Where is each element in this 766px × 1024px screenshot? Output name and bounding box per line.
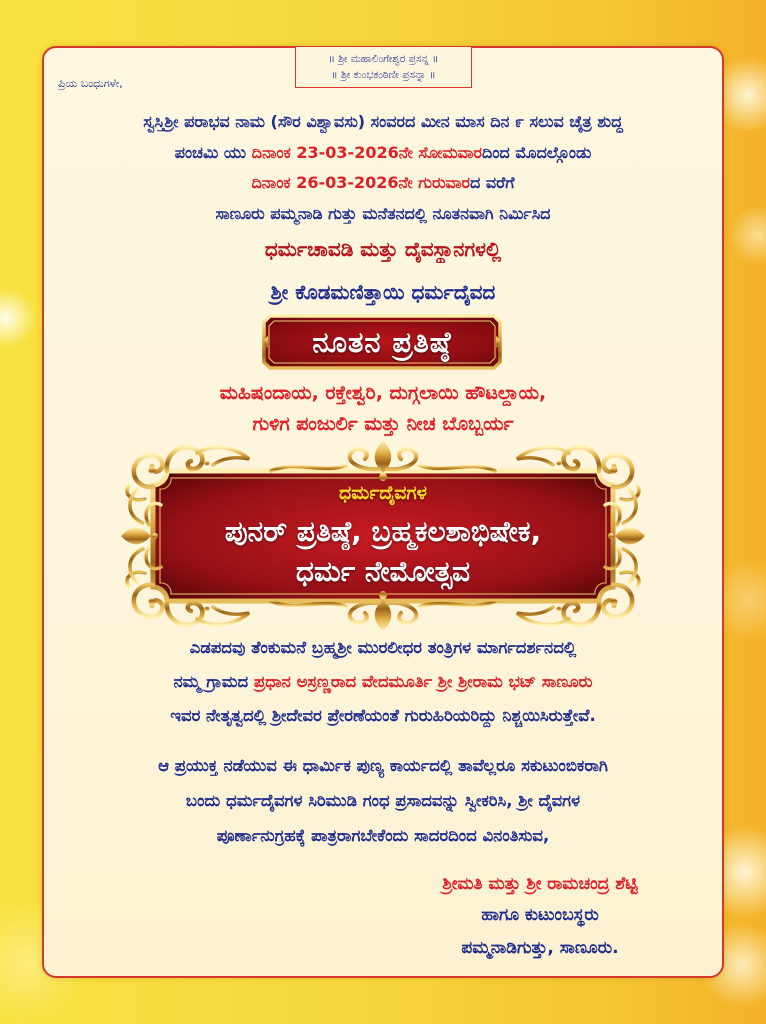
signature-family: ಹಾಗೂ ಕುಟುಂಬಸ್ಥರು (481, 905, 599, 925)
signature-hosts: ಶ್ರೀಮತಿ ಮತ್ತು ಶ್ರೀ ರಾಮಚಂದ್ರ ಶೆಟ್ಟಿ (442, 874, 638, 894)
frame-kicker: ಧರ್ಮದೈವಗಳ (339, 482, 427, 504)
start-date: ದಿನಾಂಕ 23-03-2026ನೇ ಸೋಮವಾರ (251, 143, 482, 162)
deities-line-2: ಗುಳಿಗ ಪಂಜುರ್ಲಿ ಮತ್ತು ನೀಚ ಬೊಬ್ಬರ್ಯ (252, 413, 514, 435)
deities-line-1: ಮಹಿಷಂದಾಯ, ರಕ್ತೇಶ್ವರಿ, ದುಗ್ಗಲಾಯಿ ಹೌಟಲ್ದಾಯ, (219, 382, 547, 404)
intro-line-2-tail: ದಿಂದ ಮೊದಲ್ಗೊಂಡು (482, 143, 592, 162)
guidance-line-2 (48, 670, 718, 694)
guidance-line-2-lead: ನಮ್ಮ ಗ್ರಾಮದ (173, 672, 254, 691)
salutation: ಪ್ರಿಯ ಬಂಧುಗಳೇ, (58, 77, 123, 90)
request-line-2: ಬಂದು ಧರ್ಮದೈವಗಳ ಸಿರಿಮುಡಿ ಗಂಧ ಪ್ರಸಾದವನ್ನು ಸ್ವೀಕರಿಸಿ, ಶ್ರೀ ದೈವಗಳ (185, 791, 581, 810)
request-line-1: ಆ ಪ್ರಯುಕ್ತ ನಡೆಯುವ ಈ ಧಾರ್ಮಿಕ ಪುಣ್ಯ ಕಾರ್ಯದಲ್ಲಿ ತಾವೆಲ್ಲರೂ ಸಕುಟುಂಬಿಕರಾಗಿ (158, 756, 608, 775)
priest-name: ಪ್ರಧಾನ ಅಸ್ರಣ್ಣರಾದ ವೇದಮೂರ್ತಿ ಶ್ರೀ ಶ್ರೀರಾಮ ಭಟ್ ಸಾಣೂರು (253, 672, 593, 691)
frame-line-2: ಧರ್ಮ ನೇಮೋತ್ಸವ (295, 555, 471, 588)
frame-line-1: ಪುನರ್ ಪ್ರತಿಷ್ಠೆ, ಬ್ರಹ್ಮಕಲಶಾಭಿಷೇಕ, (224, 515, 542, 548)
venue-heading: ಧರ್ಮಚಾವಡಿ ಮತ್ತು ದೈವಸ್ಥಾನಗಳಲ್ಲಿ (264, 237, 502, 261)
request-line-3: ಪೂರ್ಣಾನುಗ್ರಹಕ್ಕೆ ಪಾತ್ರರಾಗಬೇಕೆಂದು ಸಾದರದಿಂದ ವಿನಂತಿಸುವ, (216, 826, 550, 845)
guidance-line-3: ಇವರ ನೇತೃತ್ವದಲ್ಲಿ ಶ್ರೀದೇವರ ಪ್ರೇರಣೆಯಂತೆ ಗುರುಹಿರಿಯರಿದ್ದು ನಿಶ್ಚಯಿಸಿರುತ್ತೇವೆ. (170, 706, 596, 725)
signature-place: ಪಮ್ಮನಾಡಿಗುತ್ತು, ಸಾಣೂರು. (461, 938, 619, 958)
intro-line-3 (48, 172, 718, 194)
intro-line-1: ಸ್ವಸ್ತಿಶ್ರೀ ಪರಾಭವ ನಾಮ (ಸೌರ ವಿಶ್ವಾವಸು) ಸಂವರದ ಮೀನ ಮಾಸ ದಿನ ೯ ಸಲುವ ಚೈತ್ರ ಶುದ್ಧ (143, 112, 623, 131)
intro-line-2-lead: ಪಂಚಮಿ ಯು (174, 143, 252, 162)
invocation-line-1: ॥ ಶ್ರೀ ಮಹಾಲಿಂಗೇಶ್ವರ ಪ್ರಸನ್ನ ॥ (328, 53, 439, 65)
intro-line-3-tail: ದ ವರೆಗೆ (469, 173, 515, 192)
pratishthe-banner (262, 314, 502, 370)
intro-line-2 (48, 142, 718, 164)
deity-heading: ಶ್ರೀ ಕೊಡಮಣಿತ್ತಾಯಿ ಧರ್ಮದೈವದ (270, 280, 496, 304)
banner-title: ನೂತನ ಪ್ರತಿಷ್ಠೆ (312, 325, 452, 359)
invocation-header (295, 46, 472, 88)
invocation-line-2: ॥ ಶ್ರೀ ಕುಂಭಕಂಠಿಣೀ ಪ್ರಸನ್ನಾ ॥ (331, 69, 436, 81)
intro-line-4: ಸಾಣೂರು ಪಮ್ಮನಾಡಿ ಗುತ್ತು ಮನೆತನದಲ್ಲಿ ನೂತನವಾಗಿ ನಿರ್ಮಿಸಿದ (215, 204, 551, 223)
end-date: ದಿನಾಂಕ 26-03-2026ನೇ ಗುರುವಾರ (251, 173, 470, 192)
guidance-line-1: ಎಡಪದವು ತೆಂಕುಮನೆ ಬ್ರಹ್ಮಶ್ರೀ ಮುರಲೀಧರ ತಂತ್ರಿಗಳ ಮಾರ್ಗದರ್ಶನದಲ್ಲಿ (189, 638, 577, 657)
